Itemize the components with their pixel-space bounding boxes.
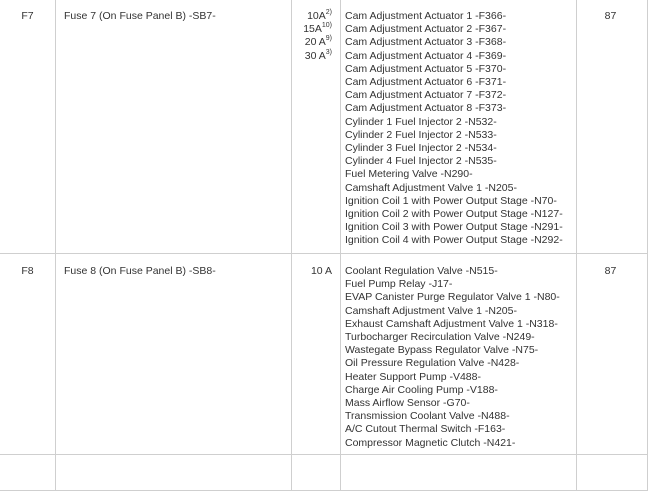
table-row (0, 454, 648, 490)
component-item: Ignition Coil 1 with Power Output Stage -N70- (345, 194, 557, 207)
component-item: Exhaust Camshaft Adjustment Valve 1 -N318- (345, 317, 558, 330)
footnote-ref: 10) (321, 22, 332, 30)
component-item: Oil Pressure Regulation Valve -N428- (345, 357, 520, 370)
component-item: Cylinder 4 Fuel Injector 2 -N535- (345, 155, 497, 168)
amperage-text: 20 A (304, 36, 326, 49)
component-item: EVAP Canister Purge Regulator Valve 1 -N80- (345, 291, 560, 304)
footnote-ref: 3) (325, 48, 332, 56)
component-item: Fuel Metering Valve -N290- (345, 168, 473, 181)
component-item: Ignition Coil 2 with Power Output Stage -N127- (345, 208, 563, 221)
empty-cell (56, 454, 292, 490)
terminal: 87 (577, 0, 648, 254)
component-item: Compressor Magnetic Clutch -N421- (345, 436, 516, 449)
component-item: Cam Adjustment Actuator 5 -F370- (345, 62, 507, 75)
amperage-text: 10A (307, 10, 326, 22)
fuse-position: F8 (0, 254, 56, 455)
amperage-text: 15A (303, 23, 322, 36)
component-item: Charge Air Cooling Pump -V188- (345, 383, 498, 396)
empty-cell (0, 454, 56, 490)
component-item: Fuel Pump Relay -J17- (345, 278, 453, 291)
component-item: Mass Airflow Sensor -G70- (345, 397, 470, 410)
component-item: Cam Adjustment Actuator 7 -F372- (345, 89, 507, 102)
component-item: A/C Cutout Thermal Switch -F163- (345, 423, 506, 436)
empty-cell (292, 454, 341, 490)
component-item: Cylinder 2 Fuel Injector 2 -N533- (345, 128, 497, 141)
component-item: Cam Adjustment Actuator 8 -F373- (345, 102, 507, 115)
component-item: Camshaft Adjustment Valve 1 -N205- (345, 304, 517, 317)
component-item: Turbocharger Recirculation Valve -N249- (345, 331, 535, 344)
amperage-text: 10 A (310, 265, 332, 277)
fuse-position: F7 (0, 0, 56, 254)
amperage-cell (292, 0, 341, 254)
component-item: Transmission Coolant Valve -N488- (345, 410, 510, 423)
components-cell (341, 0, 577, 254)
component-item: Ignition Coil 4 with Power Output Stage -N292- (345, 234, 563, 247)
components-cell (341, 254, 577, 455)
component-item: Wastegate Bypass Regulator Valve -N75- (345, 344, 539, 357)
component-item: Cam Adjustment Actuator 2 -F367- (345, 23, 507, 36)
component-item: Cylinder 1 Fuel Injector 2 -N532- (345, 115, 497, 128)
fuse-description: Fuse 8 (On Fuse Panel B) -SB8- (56, 254, 292, 455)
amperage-text: 30 A (304, 49, 326, 62)
component-item: Camshaft Adjustment Valve 1 -N205- (345, 181, 517, 194)
component-item: Cam Adjustment Actuator 6 -F371- (345, 76, 507, 89)
component-item: Coolant Regulation Valve -N515- (345, 265, 498, 277)
amperage-value (292, 265, 332, 278)
amperage-value (292, 50, 332, 63)
empty-cell (341, 454, 577, 490)
table-row (0, 254, 648, 455)
component-item: Cam Adjustment Actuator 4 -F369- (345, 49, 507, 62)
footnote-ref: 2) (325, 9, 332, 16)
component-item: Cylinder 3 Fuel Injector 2 -N534- (345, 142, 497, 155)
component-item: Heater Support Pump -V488- (345, 370, 481, 383)
component-item: Cam Adjustment Actuator 3 -F368- (345, 36, 507, 49)
component-item: Ignition Coil 3 with Power Output Stage -N291- (345, 221, 563, 234)
amperage-cell (292, 254, 341, 455)
fuse-description: Fuse 7 (On Fuse Panel B) -SB7- (56, 0, 292, 254)
footnote-ref: 9) (325, 35, 332, 43)
terminal: 87 (577, 254, 648, 455)
empty-cell (577, 454, 648, 490)
component-item: Cam Adjustment Actuator 1 -F366- (345, 10, 507, 22)
